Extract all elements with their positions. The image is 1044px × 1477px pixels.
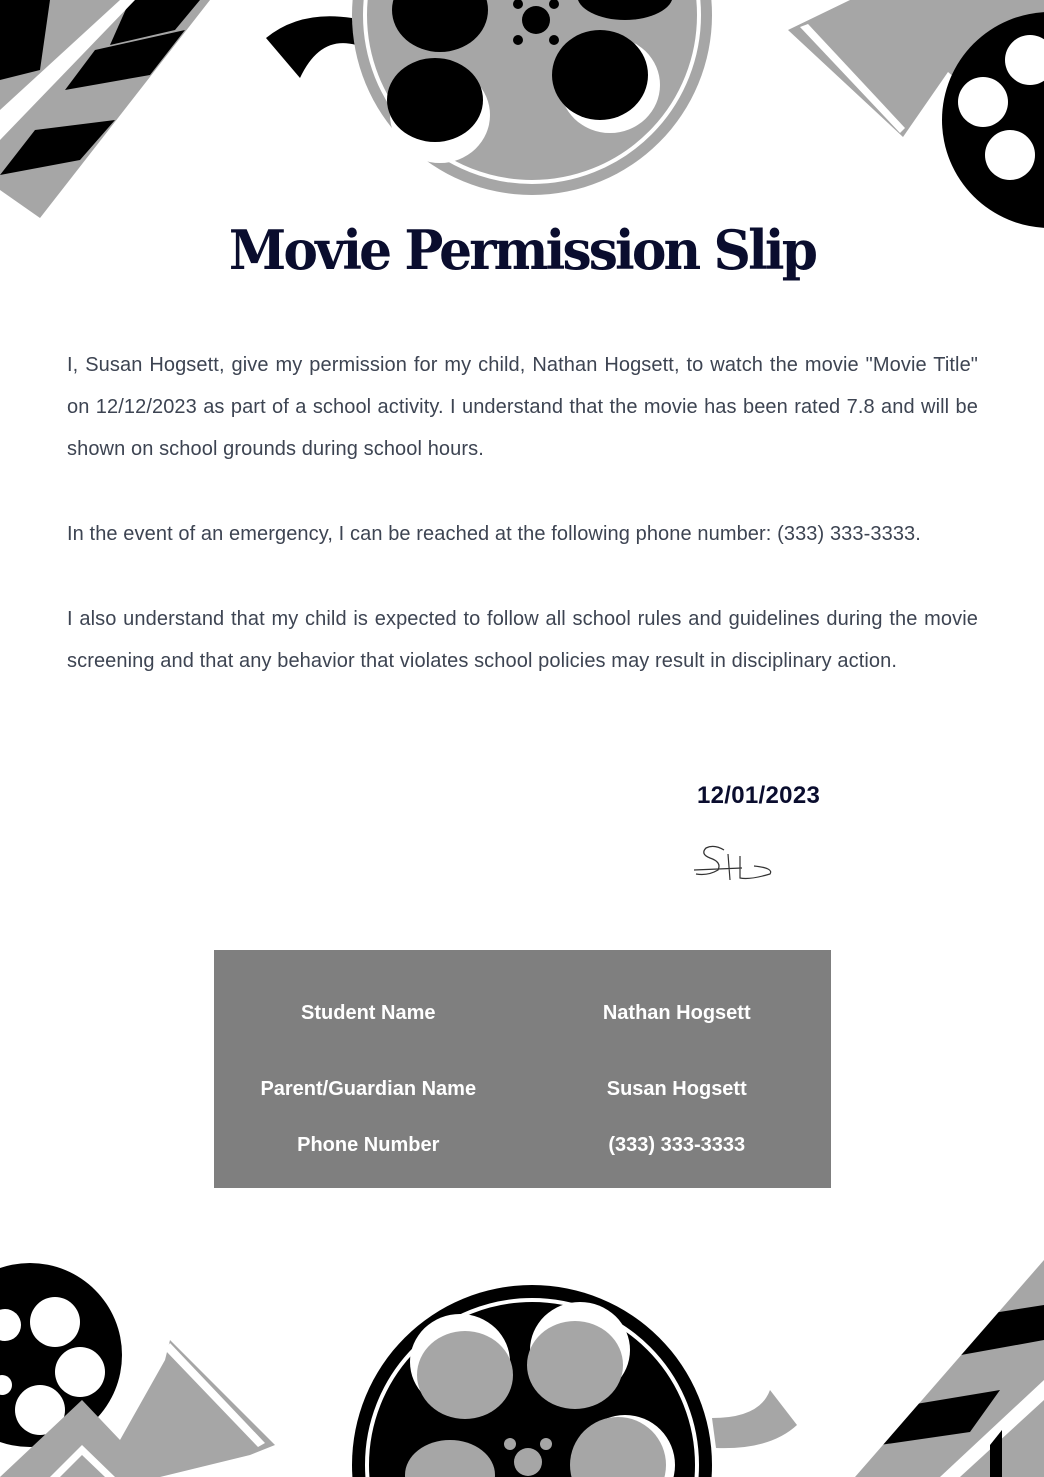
phone-number-value: (333) 333-3333	[608, 1133, 746, 1156]
table-row	[214, 1103, 831, 1188]
clapperboard-stripes-icon	[0, 0, 210, 218]
parent-name-value: Susan Hogsett	[606, 1078, 747, 1101]
permission-paragraph: I, Susan Hogsett, give my permission for my child, Nathan Hogsett, to watch the movie "Movie Title" on 12/12/2023 as part of a school activity. I understand that the movie has been rated 7.8 and will be shown on school grounds during school hours.	[67, 354, 978, 460]
emergency-contact-paragraph: In the event of an emergency, I can be reached at the following phone number: (333) 333-3333.	[67, 523, 921, 545]
film-reel-icon	[352, 0, 712, 195]
clapperboard-stripes-icon	[855, 1260, 1044, 1477]
handwritten-signature-icon	[694, 842, 778, 882]
film-strip-curl-icon	[712, 1390, 797, 1448]
film-strip-curl-icon	[266, 16, 356, 78]
film-reel-small-icon	[0, 1263, 122, 1447]
signature-date: 12/01/2023	[697, 782, 821, 809]
page-title: Movie Permission Slip	[228, 218, 816, 282]
rules-paragraph: I also understand that my child is expected to follow all school rules and guidelines during the movie screening and that any behavior that violates school policies may result in disciplinary action.	[67, 608, 978, 672]
top-decoration	[0, 0, 1044, 230]
table-row	[214, 950, 831, 1077]
student-name-value: Nathan Hogsett	[602, 1001, 751, 1024]
student-info-table	[214, 950, 831, 1188]
student-name-label: Student Name	[301, 1001, 436, 1024]
bottom-decoration	[0, 1250, 1044, 1477]
parent-name-label: Parent/Guardian Name	[260, 1078, 477, 1101]
table-row	[214, 1077, 831, 1103]
phone-number-label: Phone Number	[297, 1133, 440, 1156]
film-reel-icon	[352, 1285, 712, 1477]
